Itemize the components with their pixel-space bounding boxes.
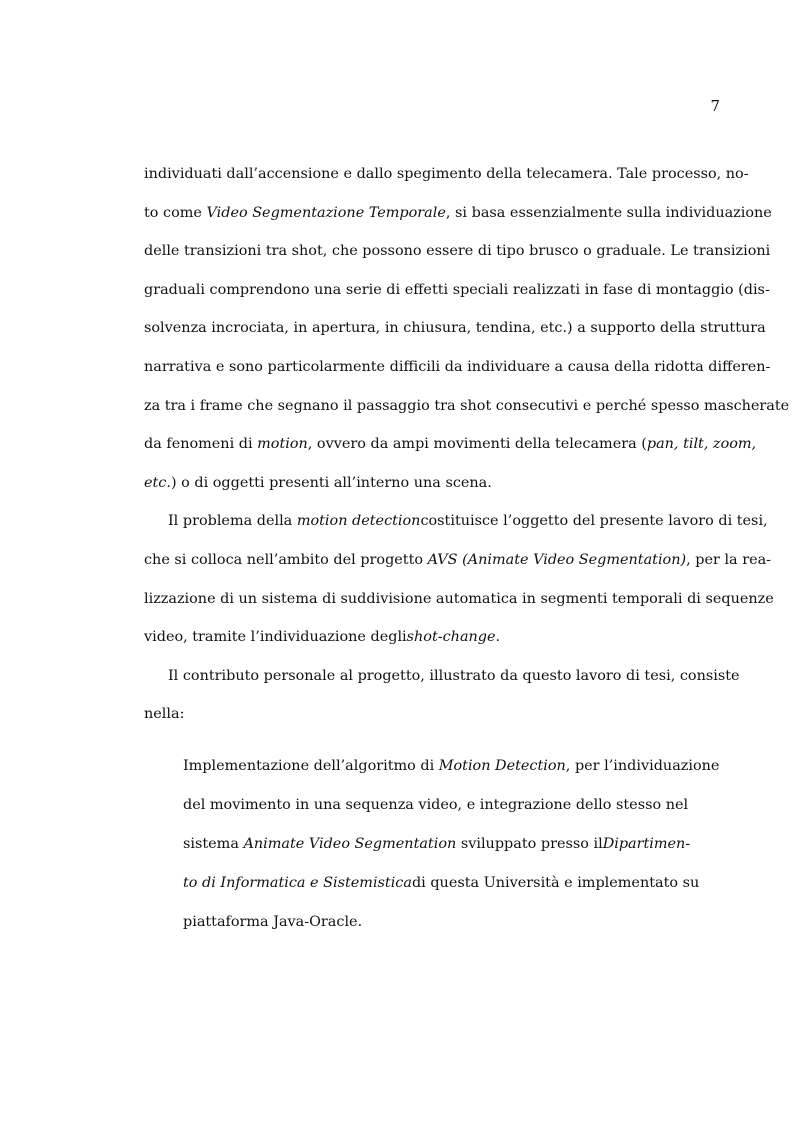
paragraph-line: graduali comprendono una serie di effetti speciali realizzati in fase di montaggio (dis- (144, 281, 770, 298)
emphasis: Animate Video Segmentation (243, 836, 457, 852)
paragraph-line: narrativa e sono particolarmente difficili da individuare a causa della ridotta differen- (144, 358, 771, 375)
paragraph-line: to come Video Segmentazione Temporale , si basa essenzialmente sulla individuazione (144, 204, 772, 221)
emphasis: Motion Detection (438, 758, 566, 774)
quote-line: piattaforma Java-Oracle. (183, 914, 363, 930)
emphasis: Dipartimen- (602, 836, 691, 852)
quote-line: to di Informatica e Sistemistica di questa Università e implementato su (183, 864, 681, 903)
paragraph-line: Il contributo personale al progetto, illustrato da questo lavoro di tesi, consiste (168, 667, 740, 684)
body-text (144, 155, 790, 734)
quote-line: Implementazione dell’algoritmo di Motion Detection , per l’individuazione (183, 758, 720, 774)
quote-line: sistema Animate Video Segmentation sviluppato presso il Dipartimen- (183, 825, 681, 864)
paragraph-line: individuati dall’accensione e dallo spegimento della telecamera. Tale processo, no- (144, 166, 749, 182)
paragraph-line: che si colloca nell’ambito del progetto AVS (Animate Video Segmentation) , per la rea- (144, 551, 772, 568)
emphasis: motion (257, 436, 308, 453)
emphasis: pan, tilt, zoom, (646, 436, 757, 453)
emphasis: motion detection (296, 513, 421, 530)
paragraph-line: etc. ) o di oggetti presenti all’interno una scena. (144, 464, 720, 503)
paragraph-line: solvenza incrociata, in apertura, in chiusura, tendina, etc.) a supporto della struttura (144, 320, 766, 337)
paragraph-line: nella: (144, 706, 185, 723)
emphasis: to di Informatica e Sistemistica (183, 875, 412, 891)
block-quote (183, 747, 720, 942)
emphasis: etc. (144, 474, 171, 491)
page-number: 7 (710, 97, 720, 115)
quote-line: del movimento in una sequenza video, e integrazione dello stesso nel (183, 797, 689, 813)
paragraph-line: lizzazione di un sistema di suddivisione automatica in segmenti temporali di sequenze (144, 590, 774, 607)
paragraph-line: za tra i frame che segnano il passaggio tra shot consecutivi e perché spesso mascherate (144, 397, 790, 414)
emphasis: Video Segmentazione Temporale (206, 204, 446, 221)
emphasis: AVS (Animate Video Segmentation) (427, 551, 687, 568)
emphasis: shot-change (406, 629, 496, 646)
paragraph-line: da fenomeni di motion, ovvero da ampi movimenti della telecamera ( pan, tilt, zoom, (144, 425, 720, 464)
paragraph-line: delle transizioni tra shot, che possono essere di tipo brusco o graduale. Le transizioni (144, 243, 771, 260)
paragraph-line: video, tramite l’individuazione degli shot-change . (144, 618, 720, 657)
paragraph-line: Il problema della motion detection costituisce l’oggetto del presente lavoro di tesi, (168, 513, 768, 530)
